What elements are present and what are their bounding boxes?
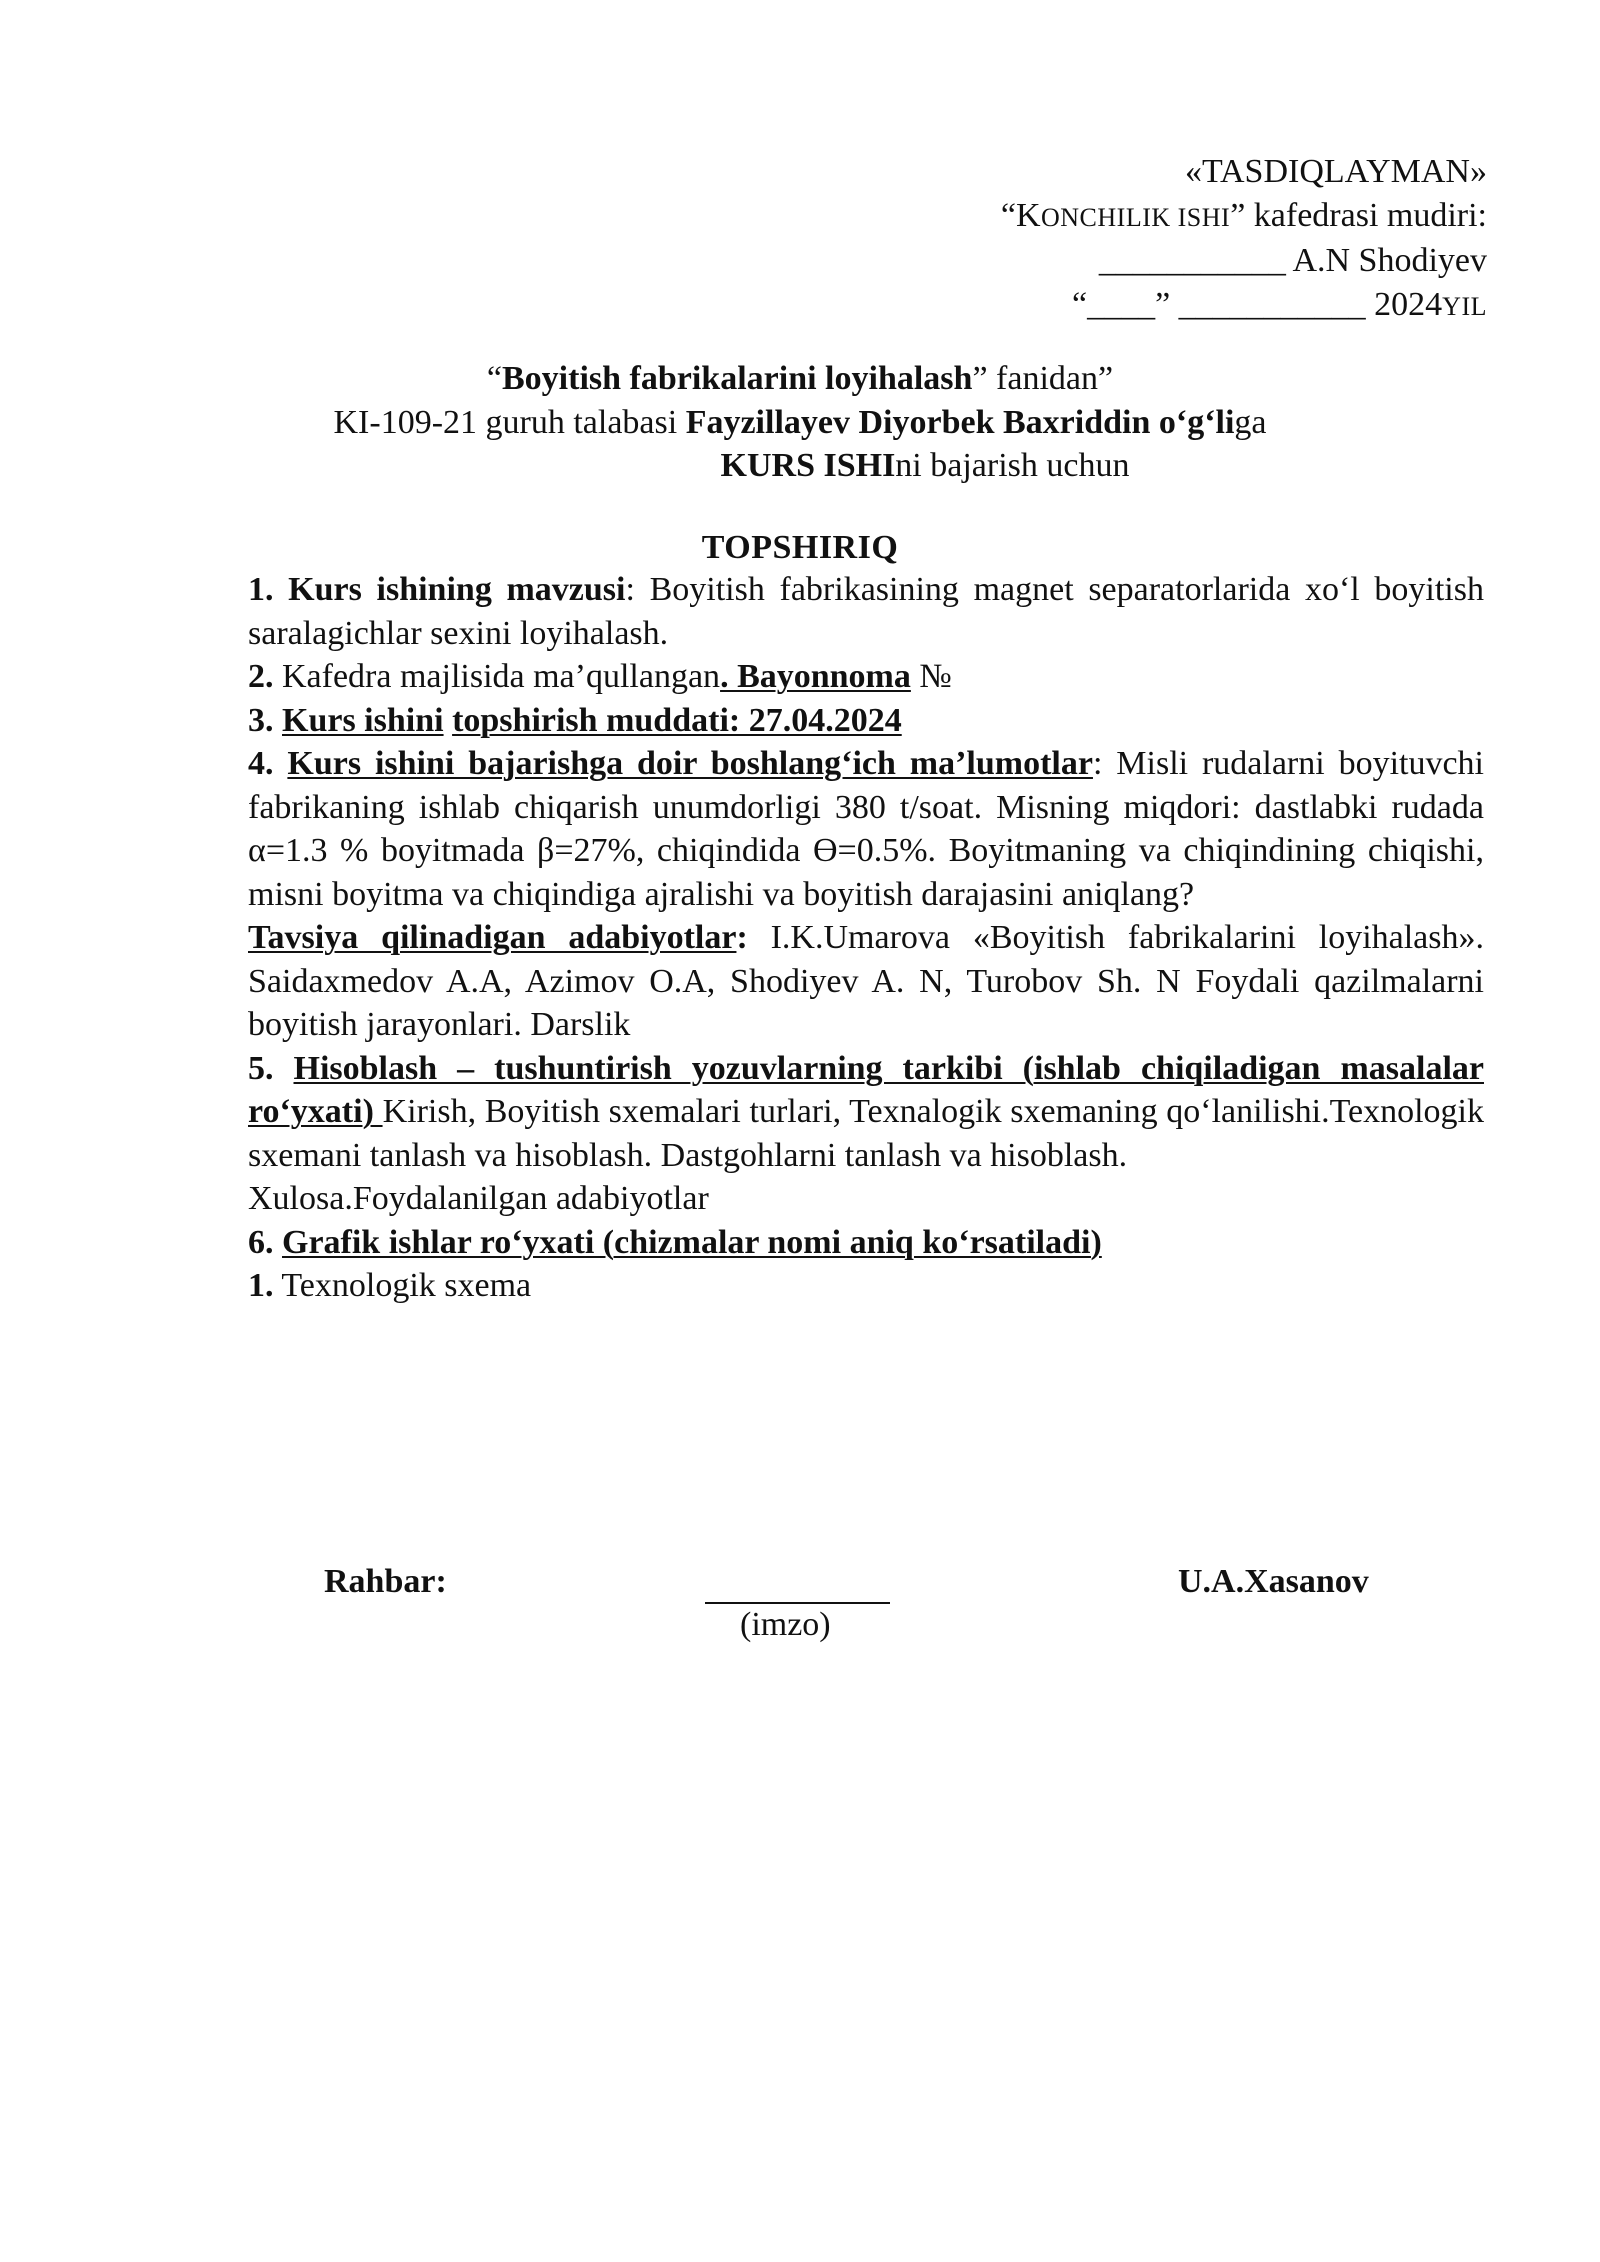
item-1 [248, 568, 1484, 655]
student-name: Fayzillayev Diyorbek Baxriddin o‘g‘li [685, 403, 1235, 441]
literature-label: Tavsiya qilinadigan adabiyotlar [248, 919, 737, 956]
literature [248, 916, 1484, 1047]
item-2-number: 2. [248, 658, 274, 695]
item-6-label: Grafik ishlar ro‘yxati (chizmalar nomi aniq ko‘rsatiladi) [282, 1223, 1102, 1261]
item-5-label: Hisoblash – tushuntirish yozuvlarning tarkibi (ishlab chiqiladigan masalalar ro‘yxati) [248, 1049, 1484, 1130]
graphic-item-1 [248, 1264, 1484, 1308]
work-type-line [125, 444, 1600, 488]
approval-year-word: YIL [1442, 291, 1487, 321]
approval-date: “____” ___________ 2024 [1071, 285, 1443, 323]
item-5-text: Kirish, Boyitish sxemalari turlari, Texnalogik sxemaning qo‘lanilishi.Texnologik sxemani tanlash va hisoblash. Dastgohlarni tanlash va hisoblash. [248, 1093, 1484, 1174]
item-3 [248, 699, 1484, 743]
literature-colon: : [736, 919, 748, 956]
approval-block [1001, 150, 1487, 328]
student-line [0, 401, 1600, 445]
subject-open-quote: “ [486, 360, 502, 397]
work-suffix: ni bajarish uchun [895, 447, 1130, 484]
group-text: KI-109-21 guruh talabasi [333, 403, 686, 441]
department-head-name: A.N Shodiyev [1292, 242, 1487, 279]
approval-date-line [1001, 283, 1487, 329]
supervisor-label: Rahbar: [324, 1563, 447, 1600]
item-3-number: 3. [248, 701, 274, 739]
approval-title: «TASDIQLAYMAN» [1184, 153, 1487, 190]
task-body [248, 568, 1484, 1308]
item-1-number: 1. [248, 571, 274, 608]
department-name-rest: ONCHILIK ISHI [1041, 202, 1231, 232]
item-1-text: : Boyitish fabrikasining magnet separatorlarida xo‘l boyitish saralagichlar sexini loyihalash. [248, 571, 1484, 652]
department-suffix: ” kafedrasi mudiri: [1230, 196, 1487, 234]
item-6 [248, 1221, 1484, 1265]
item-2-text: Kafedra majlisida ma’qullangan [282, 658, 721, 695]
conclusion-line: Xulosa.Foydalanilgan adabiyotlar [248, 1180, 709, 1217]
item-1-label: Kurs ishining mavzusi [288, 571, 626, 608]
item-4-number: 4. [248, 745, 274, 782]
subject-line [0, 357, 1600, 401]
item-5 [248, 1047, 1484, 1178]
graphic-item-1-text: Texnologik sxema [281, 1267, 532, 1304]
task-title: TOPSHIRIQ [701, 529, 899, 566]
student-suffix: ga [1234, 403, 1267, 441]
item-6-number: 6. [248, 1223, 274, 1261]
head-signature-blank: ___________ [1098, 242, 1286, 279]
head-signature-line [1001, 239, 1487, 283]
item-3-label-a: Kurs ishini [282, 701, 444, 739]
item-2-number-sign: № [910, 658, 952, 695]
item-2-label: . Bayonnoma [720, 658, 911, 695]
item-4-text: : Misli rudalarni boyituvchi fabrikaning ishlab chiqarish unumdorligi 380 t/soat. Misning miqdori: dastlabki rudada α=1.3 % boyitmada β=27%, chiqindida Ө=0.5%. Boyitmaning va chiqindining chiqishi, misni boyitma va chiqindiga ajralishi va boyitish darajasini aniqlang? [248, 745, 1485, 913]
department-open-quote: “ [1000, 196, 1016, 234]
subject-suffix: ” fanidan” [972, 360, 1114, 397]
document-heading [0, 357, 1600, 488]
graphic-item-1-number: 1. [248, 1267, 274, 1304]
work-type: KURS ISHI [720, 447, 896, 484]
literature-text: I.K.Umarova «Boyitish fabrikalarini loyihalash». Saidaxmedov A.A, Azimov O.A, Shodiyev A. N, Turobov Sh. N Foydali qazilmalarni boyitish jarayonlari. Darslik [248, 919, 1485, 1043]
item-4-label: Kurs ishini bajarishga doir boshlang‘ich ma’lumotlar [287, 745, 1093, 782]
item-4 [248, 742, 1484, 916]
supervisor-name: U.A.Xasanov [1178, 1563, 1369, 1600]
subject-name: Boyitish fabrikalarini loyihalash [502, 360, 973, 397]
department-line [1001, 194, 1487, 240]
supervisor-signature [0, 1560, 1600, 1660]
item-3-label-b: topshirish muddati: 27.04.2024 [452, 701, 902, 739]
signature-caption: (imzo) [740, 1606, 831, 1643]
department-name: KONCHILIK ISHI [1015, 196, 1231, 234]
item-2 [248, 655, 1484, 699]
item-5-number: 5. [248, 1049, 274, 1087]
